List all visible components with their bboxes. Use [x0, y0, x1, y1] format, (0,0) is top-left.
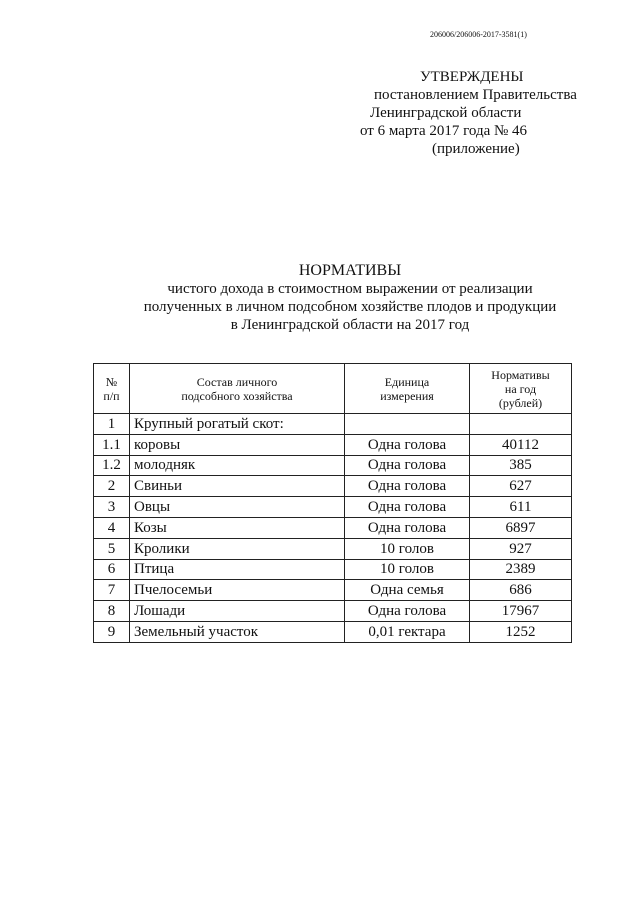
- row-name: Овцы: [130, 497, 345, 518]
- row-name: Козы: [130, 517, 345, 538]
- row-name: Лошади: [130, 601, 345, 622]
- row-value: 927: [470, 538, 572, 559]
- table-row: [94, 621, 572, 642]
- header-composition: Состав личного подсобного хозяйства: [130, 364, 345, 414]
- table-row: [94, 538, 572, 559]
- norms-table: [93, 363, 572, 643]
- table-row: [94, 601, 572, 622]
- title-line: полученных в личном подсобном хозяйстве плодов и продукции: [143, 299, 557, 315]
- row-value: 2389: [470, 559, 572, 580]
- row-unit: Одна голова: [345, 455, 470, 476]
- row-unit: 0,01 гектара: [345, 621, 470, 642]
- row-number: 7: [94, 580, 130, 601]
- row-unit: Одна голова: [345, 601, 470, 622]
- table-header-row: [94, 364, 572, 414]
- row-number: 9: [94, 621, 130, 642]
- table-row: [94, 497, 572, 518]
- row-unit: 10 голов: [345, 538, 470, 559]
- table-row: [94, 414, 572, 435]
- row-unit: Одна голова: [345, 476, 470, 497]
- row-unit: Одна голова: [345, 434, 470, 455]
- table-row: [94, 580, 572, 601]
- table-row: [94, 476, 572, 497]
- approval-line: Ленинградской области: [370, 105, 522, 121]
- row-number: 4: [94, 517, 130, 538]
- document-title: [60, 262, 640, 334]
- header-num: № п/п: [94, 364, 130, 414]
- row-name: Кролики: [130, 538, 345, 559]
- document-id: 206006/206006-2017-3581(1): [430, 30, 527, 39]
- table-row: [94, 455, 572, 476]
- row-number: 1.1: [94, 434, 130, 455]
- row-value: 40112: [470, 434, 572, 455]
- table-row: [94, 517, 572, 538]
- row-name: Птица: [130, 559, 345, 580]
- approval-note: (приложение): [432, 141, 520, 157]
- row-name: Пчелосемьи: [130, 580, 345, 601]
- table-row: [94, 434, 572, 455]
- row-name: Крупный рогатый скот:: [130, 414, 345, 435]
- row-name: коровы: [130, 434, 345, 455]
- row-number: 2: [94, 476, 130, 497]
- row-unit: Одна голова: [345, 517, 470, 538]
- row-unit: Одна семья: [345, 580, 470, 601]
- row-value: 686: [470, 580, 572, 601]
- title-heading: НОРМАТИВЫ: [298, 262, 402, 279]
- table-row: [94, 559, 572, 580]
- approval-heading: УТВЕРЖДЕНЫ: [420, 69, 524, 85]
- row-number: 3: [94, 497, 130, 518]
- row-value: 6897: [470, 517, 572, 538]
- row-value: 385: [470, 455, 572, 476]
- row-name: Свиньи: [130, 476, 345, 497]
- row-number: 6: [94, 559, 130, 580]
- row-unit: 10 голов: [345, 559, 470, 580]
- approval-block: [360, 68, 600, 158]
- row-value: [470, 414, 572, 435]
- row-number: 1.2: [94, 455, 130, 476]
- row-value: 611: [470, 497, 572, 518]
- row-unit: [345, 414, 470, 435]
- row-value: 17967: [470, 601, 572, 622]
- header-norm: Нормативы на год (рублей): [470, 364, 572, 414]
- row-value: 1252: [470, 621, 572, 642]
- row-number: 1: [94, 414, 130, 435]
- row-name: молодняк: [130, 455, 345, 476]
- title-line: чистого дохода в стоимостном выражении от реализации: [167, 281, 533, 297]
- approval-date: от 6 марта 2017 года № 46: [360, 123, 528, 139]
- row-number: 5: [94, 538, 130, 559]
- header-unit: Единица измерения: [345, 364, 470, 414]
- row-number: 8: [94, 601, 130, 622]
- row-name: Земельный участок: [130, 621, 345, 642]
- row-value: 627: [470, 476, 572, 497]
- approval-line: постановлением Правительства: [374, 87, 577, 103]
- title-line: в Ленинградской области на 2017 год: [230, 317, 470, 333]
- row-unit: Одна голова: [345, 497, 470, 518]
